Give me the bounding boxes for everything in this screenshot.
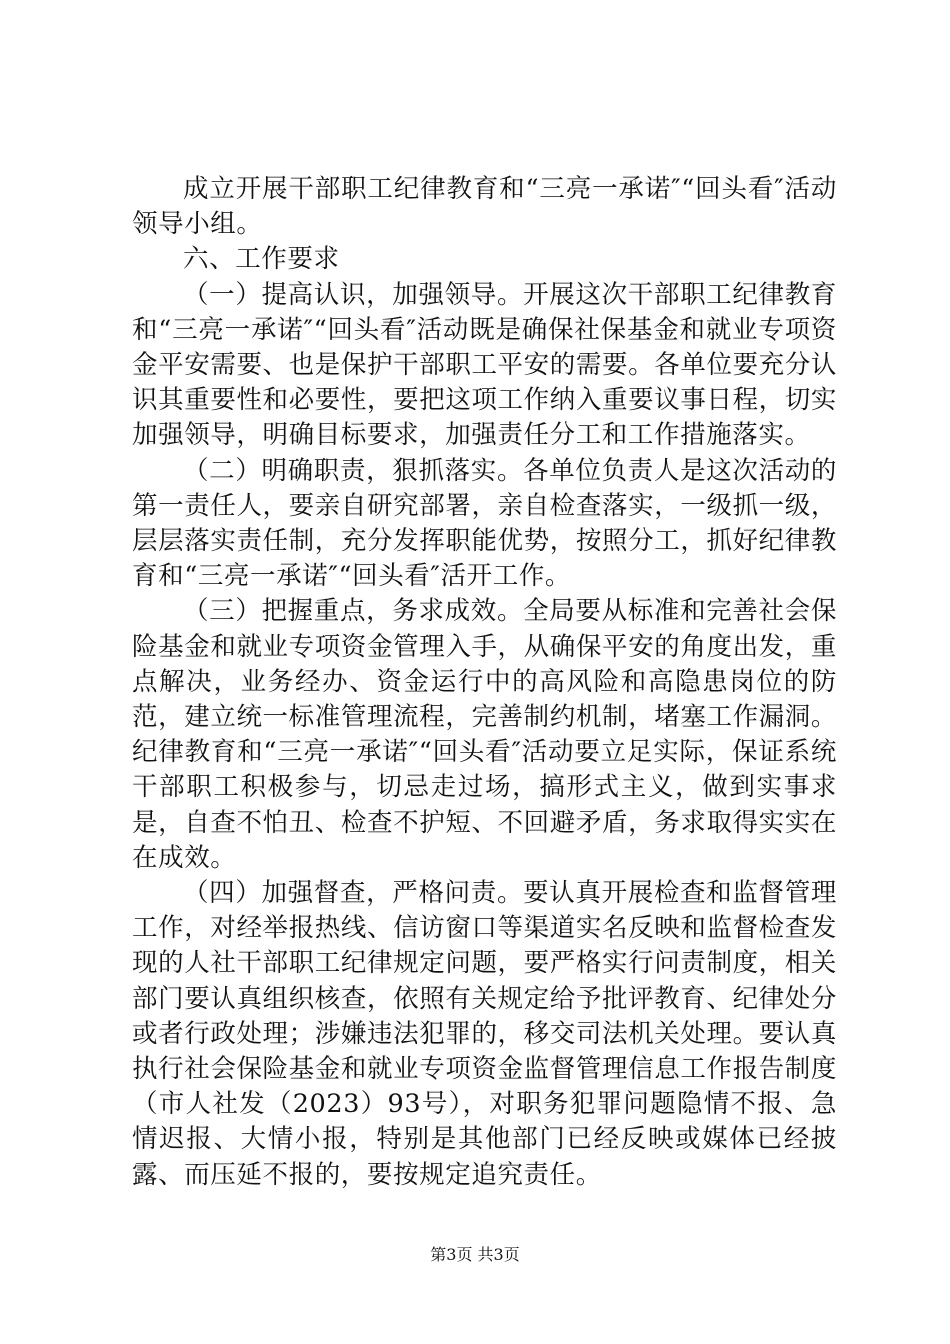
page-number-footer: 第3页 共3页: [430, 1245, 520, 1264]
paragraph-requirement-4: （四）加强督查，严格问责。要认真开展检查和监督管理工作，对经举报热线、信访窗口等渠道实名反映和监督检查发现的人社干部职工纪律规定问题，要严格实行问责制度，相关部门要认真组织核查，依照有关规定给予批评教育、纪律处分或者行政处理；涉嫌违法犯罪的，移交司法机关处理。要认真执行社会保险基金和就业专项资金监督管理信息工作报告制度（市人社发（2023）93号），对职务犯罪问题隐情不报、急情迟报、大情小报，特别是其他部门已经反映或媒体已经披露、而压延不报的，要按规定追究责任。: [132, 878, 837, 1190]
document-body: [132, 172, 837, 1193]
paragraph-requirement-2: （二）明确职责，狠抓落实。各单位负责人是这次活动的第一责任人，要亲自研究部署，亲自检查落实，一级抓一级，层层落实责任制，充分发挥职能优势，按照分工，抓好纪律教育和“三亮一承诺″“回头看″活开工作。: [132, 455, 837, 592]
section-heading-work-requirements: 六、工作要求: [183, 244, 340, 275]
paragraph-requirement-1: （一）提高认识，加强领导。开展这次干部职工纪律教育和“三亮一承诺″“回头看″活动既是确保社保基金和就业专项资金平安需要、也是保护干部职工平安的需要。各单位要充分认识其重要性和必要性，要把这项工作纳入重要议事日程，切实加强领导，明确目标要求，加强责任分工和工作措施落实。: [132, 279, 837, 451]
paragraph-requirement-3: （三）把握重点，务求成效。全局要从标准和完善社会保险基金和就业专项资金管理入手，从确保平安的角度出发，重点解决，业务经办、资金运行中的高风险和高隐患岗位的防范，建立统一标准管理流程，完善制约机制，堵塞工作漏洞。纪律教育和“三亮一承诺″“回头看″活动要立足实际，保证系统干部职工积极参与，切忌走过场，搞形式主义，做到实事求是，自查不怕丑、检查不护短、不回避矛盾，务求取得实实在在成效。: [132, 596, 837, 873]
paragraph-leading-group: 成立开展干部职工纪律教育和“三亮一承诺″“回头看″活动领导小组。: [132, 174, 837, 240]
